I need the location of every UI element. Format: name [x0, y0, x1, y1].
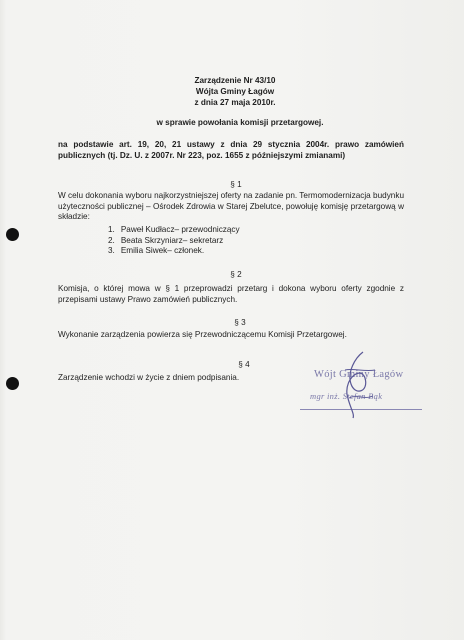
list-number: 1.: [108, 225, 115, 234]
member-text: Emilia Siwek– członek.: [120, 246, 205, 256]
list-number: 2.: [108, 235, 115, 245]
member-text: Beata Skrzyniarz– sekretarz: [120, 235, 224, 245]
stamp-name: mgr inż. Stefan Bąk: [310, 391, 383, 401]
member-text: Paweł Kudłacz– przewodniczący: [120, 225, 240, 234]
section-mark-1: § 1: [230, 180, 242, 189]
committee-members-list: [108, 225, 240, 257]
list-item: [108, 236, 240, 247]
stamp-title: Wójt Gminy Łagów: [314, 369, 404, 380]
section-text-1: W celu dokonania wyboru najkorzystniejszej oferty na zadanie pn. Termomodernizacja budynku użyteczności publicznej – Ośrodek Zdrowia w Starej Zbelutce, powołuję komisję przetargową w składzie:: [58, 191, 404, 222]
punch-hole: [6, 377, 19, 390]
document-subject: w sprawie powołania komisji przetargowej.: [156, 118, 324, 127]
list-number: 3.: [108, 246, 115, 256]
handwritten-signature: [325, 348, 385, 420]
punch-hole: [6, 228, 19, 241]
title-line-2: Wójta Gminy Łagów: [195, 87, 275, 96]
section-mark-4: § 4: [238, 360, 250, 369]
section-mark-3: § 3: [234, 318, 246, 327]
title-line-1: Zarządzenie Nr 43/10: [194, 76, 276, 85]
legal-basis: na podstawie art. 19, 20, 21 ustawy z dnia 29 stycznia 2004r. prawo zamówień publicznych (tj. Dz. U. z 2007r. Nr 223, poz. 1655 z późniejszymi zmianami): [58, 140, 404, 160]
section-text-3: Wykonanie zarządzenia powierza się Przewodniczącemu Komisji Przetargowej.: [58, 330, 347, 339]
section-mark-2: § 2: [230, 270, 242, 279]
section-text-2: Komisja, o której mowa w § 1 przeprowadzi przetarg i dokona wyboru oferty zgodnie z przepisami ustawy Prawo zamówień publicznych.: [58, 284, 404, 304]
title-line-3: z dnia 27 maja 2010r.: [194, 98, 276, 107]
list-item: [108, 246, 240, 257]
section-text-4: Zarządzenie wchodzi w życie z dniem podpisania.: [58, 373, 240, 382]
list-item: [108, 225, 240, 236]
